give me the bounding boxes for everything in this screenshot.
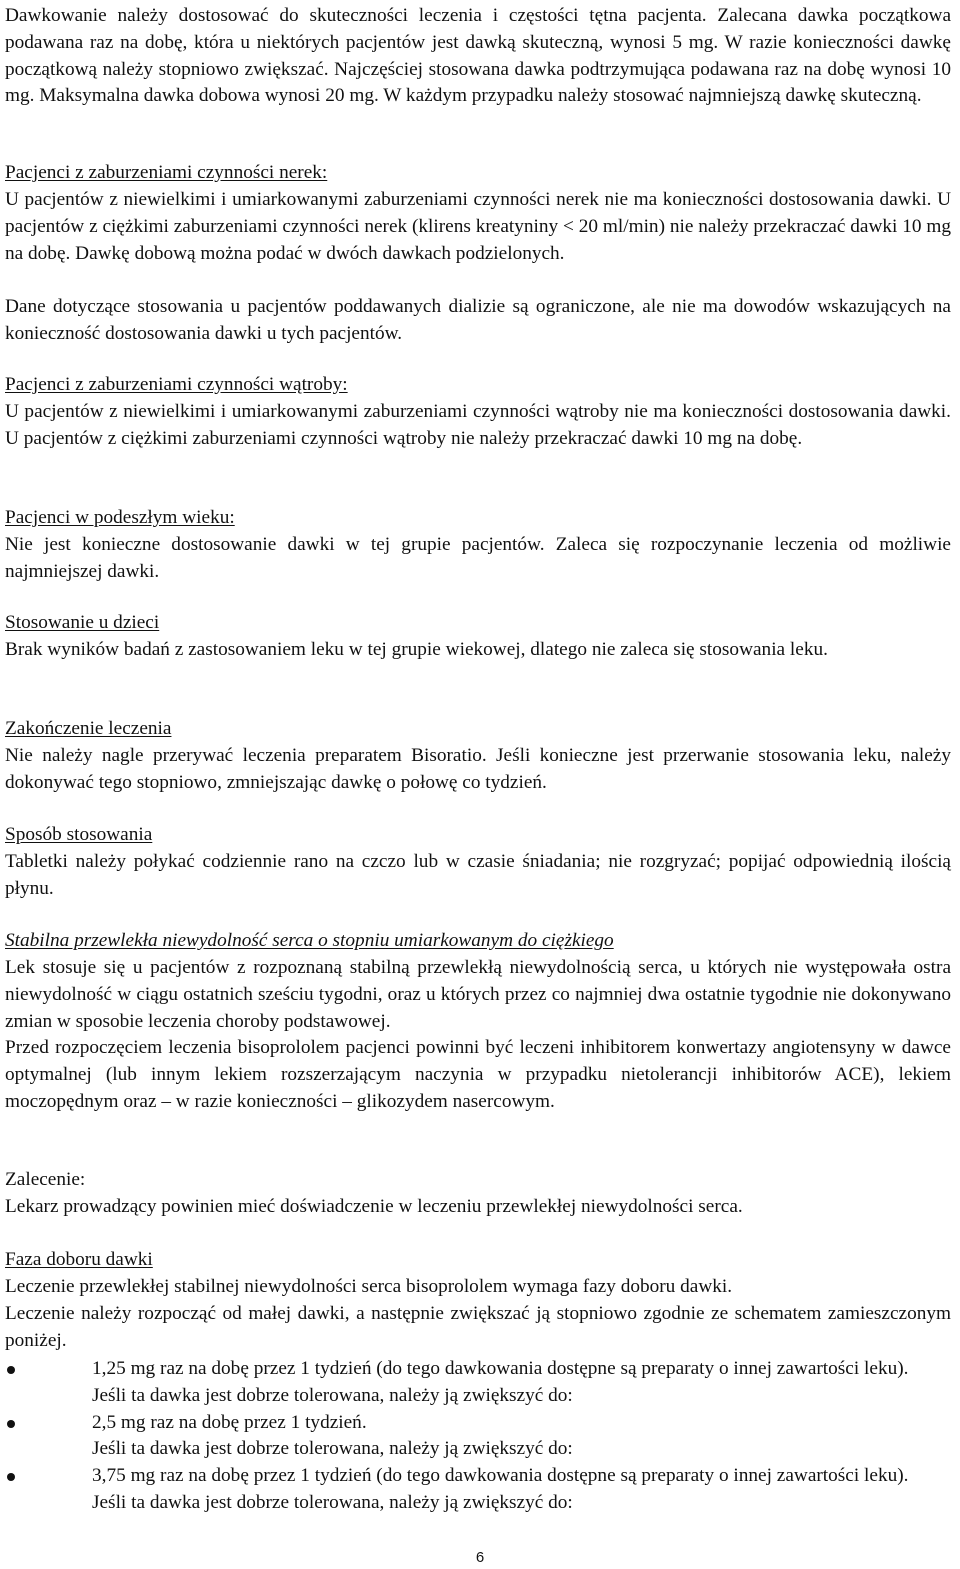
heart-failure-paragraph-1: Lek stosuje się u pacjentów z rozpoznaną stabilną przewlekłą niewydolnością serca, u których nie występowała ostra niewydolność w ciągu ostatnich sześciu tygodni, oraz u których przez co najmniej dwa ostatnie tygodnie nie dokonywano zmian w sposobie leczenia choroby podstawowej. bbox=[5, 957, 951, 1032]
elderly-paragraph: Nie jest konieczne dostosowanie dawki w tej grupie pacjentów. Zaleca się rozpoczynanie leczenia od możliwie najmniejszej dawki. bbox=[5, 534, 951, 582]
bullet-icon bbox=[7, 1473, 15, 1481]
renal-heading: Pacjenci z zaburzeniami czynności nerek: bbox=[5, 162, 328, 183]
recommendation-heading: Zalecenie: bbox=[5, 1169, 86, 1190]
elderly-heading: Pacjenci w podeszłym wieku: bbox=[5, 507, 235, 528]
heart-failure-paragraph-2: Przed rozpoczęciem leczenia bisoprololem pacjenci powinni być leczeni inhibitorem konwertazy angiotensyny w dawce optymalnej (lub innym lekiem rozszerzającym naczynia w przypadku nietolerancji inhibitorów ACE), lekiem moczopędnym oraz – w razie konieczności – glikozydem nasercowym. bbox=[5, 1037, 951, 1112]
list-item bbox=[0, 1356, 912, 1410]
bullet-icon bbox=[7, 1420, 15, 1428]
page-number: 6 bbox=[475, 1549, 485, 1566]
treatment-end-heading: Zakończenie leczenia bbox=[5, 718, 172, 739]
treatment-end-paragraph: Nie należy nagle przerywać leczenia preparatem Bisoratio. Jeśli konieczne jest przerwanie stosowania leku, należy dokonywać tego stopniowo, zmniejszając dawkę o połowę co tydzień. bbox=[5, 745, 951, 793]
titration-paragraph-2: Leczenie należy rozpocząć od małej dawki, a następnie zwiększać ją stopniowo zgodnie ze schematem zamieszczonym poniżej. bbox=[5, 1303, 951, 1351]
renal-paragraph-2: Dane dotyczące stosowania u pacjentów poddawanych dializie są ograniczone, ale nie ma dowodów wskazujących na konieczność dostosowania dawki u tych pacjentów. bbox=[5, 296, 951, 344]
titration-heading: Faza doboru dawki bbox=[5, 1249, 153, 1270]
list-item-text: 1,25 mg raz na dobę przez 1 tydzień (do tego dawkowania dostępne są preparaty o innej zawartości leku). Jeśli ta dawka jest dobrze tolerowana, należy ją zwiększyć do: bbox=[92, 1358, 909, 1406]
intro-paragraph: Dawkowanie należy dostosować do skuteczności leczenia i częstości tętna pacjenta. Zalecana dawka początkowa podawana raz na dobę, która u niektórych pacjentów jest dawką skuteczną, wynosi 5 mg. W razie konieczności dawkę początkową należy stopniowo zwiększać. Najczęściej stosowana dawka podtrzymująca podawana raz na dobę wynosi 10 mg. Maksymalna dawka dobowa wynosi 20 mg. W każdym przypadku należy stosować najmniejszą dawkę skuteczną. bbox=[5, 5, 951, 107]
administration-heading: Sposób stosowania bbox=[5, 824, 153, 845]
list-item-text: 3,75 mg raz na dobę przez 1 tydzień (do tego dawkowania dostępne są preparaty o innej zawartości leku). Jeśli ta dawka jest dobrze tolerowana, należy ją zwiększyć do: bbox=[92, 1465, 909, 1513]
hepatic-paragraph: U pacjentów z niewielkimi i umiarkowanymi zaburzeniami czynności wątroby nie ma konieczności dostosowania dawki. U pacjentów z ciężkimi zaburzeniami czynności wątroby nie należy przekraczać dawki 10 mg na dobę. bbox=[5, 401, 951, 449]
list-item-text: 2,5 mg raz na dobę przez 1 tydzień. bbox=[92, 1411, 367, 1433]
list-item bbox=[0, 1410, 912, 1464]
children-paragraph: Brak wyników badań z zastosowaniem leku w tej grupie wiekowej, dlatego nie zaleca się stosowania leku. bbox=[5, 639, 828, 660]
administration-paragraph: Tabletki należy połykać codziennie rano na czczo lub w czasie śniadania; nie rozgryzać; popijać odpowiednią ilością płynu. bbox=[5, 851, 951, 899]
hepatic-heading: Pacjenci z zaburzeniami czynności wątroby: bbox=[5, 374, 348, 395]
recommendation-paragraph: Lekarz prowadzący powinien mieć doświadczenie w leczeniu przewlekłej niewydolności serca. bbox=[5, 1196, 743, 1217]
bullet-icon bbox=[7, 1366, 15, 1374]
list-item bbox=[0, 1463, 912, 1517]
heart-failure-heading: Stabilna przewlekła niewydolność serca o stopniu umiarkowanym do ciężkiego bbox=[5, 930, 614, 951]
list-item-continuation: Jeśli ta dawka jest dobrze tolerowana, należy ją zwiększyć do: bbox=[92, 1438, 573, 1460]
titration-bullet-list bbox=[0, 1356, 960, 1517]
children-heading: Stosowanie u dzieci bbox=[5, 612, 160, 633]
renal-paragraph-1: U pacjentów z niewielkimi i umiarkowanymi zaburzeniami czynności nerek nie ma konieczności dostosowania dawki. U pacjentów z ciężkimi zaburzeniami czynności nerek (klirens kreatyniny < 20 ml/min) nie należy przekraczać dawki 10 mg na dobę. Dawkę dobową można podać w dwóch dawkach podzielonych. bbox=[5, 189, 951, 264]
titration-paragraph-1: Leczenie przewlekłej stabilnej niewydolności serca bisoprololem wymaga fazy doboru dawki. bbox=[5, 1276, 733, 1297]
